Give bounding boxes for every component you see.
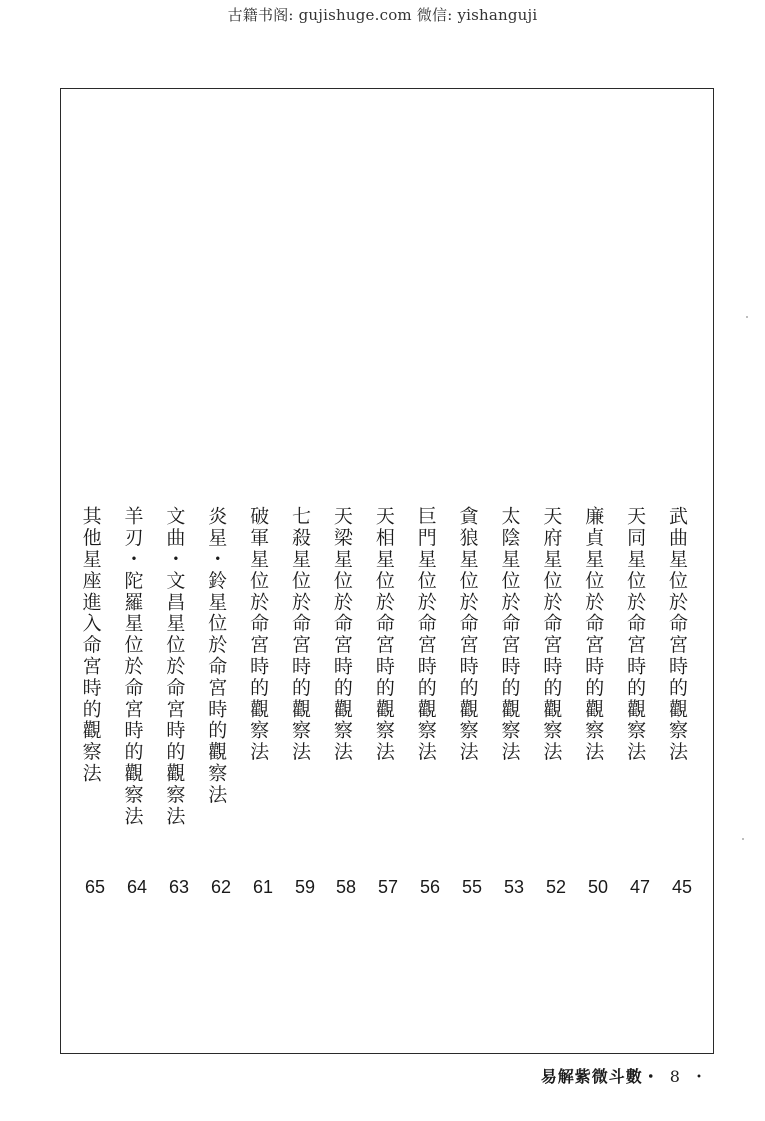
table-of-contents bbox=[70, 506, 698, 858]
toc-entry[interactable] bbox=[405, 506, 447, 858]
toc-entry[interactable] bbox=[530, 506, 572, 858]
toc-entry[interactable] bbox=[237, 506, 279, 858]
watermark-text: 古籍书阁: gujishuge.com 微信: yishanguji bbox=[227, 6, 538, 24]
toc-entry[interactable] bbox=[363, 506, 405, 858]
toc-entry-title: 文曲・文昌星位於命宮時的觀察法 bbox=[163, 506, 186, 827]
toc-entry-page: 45 bbox=[672, 877, 693, 897]
toc-entry[interactable] bbox=[279, 506, 321, 858]
toc-entry-page: 50 bbox=[588, 877, 609, 897]
toc-entry[interactable] bbox=[447, 506, 489, 858]
toc-entry-page: 61 bbox=[253, 877, 274, 897]
footer-book-title: 易解紫微斗數・ bbox=[540, 1067, 660, 1086]
toc-entry-title: 廉貞星位於命宮時的觀察法 bbox=[582, 506, 605, 763]
toc-entry[interactable] bbox=[153, 506, 195, 858]
toc-entry-page: 63 bbox=[169, 877, 190, 897]
toc-entry-title: 天府星位於命宮時的觀察法 bbox=[540, 506, 563, 763]
toc-entry-page: 53 bbox=[504, 877, 525, 897]
toc-entry-page: 56 bbox=[420, 877, 441, 897]
toc-entry-title: 天相星位於命宮時的觀察法 bbox=[372, 506, 395, 763]
toc-entry[interactable] bbox=[112, 506, 154, 858]
scan-speck bbox=[746, 316, 748, 318]
page-footer bbox=[541, 1064, 708, 1087]
footer-page-number: 8 bbox=[669, 1067, 681, 1086]
toc-entry[interactable] bbox=[70, 506, 112, 858]
toc-entry[interactable] bbox=[489, 506, 531, 858]
toc-entry-page: 59 bbox=[295, 877, 316, 897]
toc-entry-page: 55 bbox=[462, 877, 483, 897]
toc-entry-title: 武曲星位於命宮時的觀察法 bbox=[666, 506, 689, 763]
toc-entry-title: 貪狼星位於命宮時的觀察法 bbox=[456, 506, 479, 763]
toc-entry-title: 巨門星位於命宮時的觀察法 bbox=[414, 506, 437, 763]
toc-entry-title: 羊刃・陀羅星位於命宮時的觀察法 bbox=[121, 506, 144, 827]
scan-speck bbox=[742, 838, 744, 840]
toc-entry-title: 太陰星位於命宮時的觀察法 bbox=[498, 506, 521, 763]
toc-entry[interactable] bbox=[195, 506, 237, 858]
toc-entry-page: 64 bbox=[127, 877, 148, 897]
toc-entry-page: 65 bbox=[85, 877, 106, 897]
footer-trailing-dot: ・ bbox=[690, 1067, 708, 1086]
toc-entry-page: 62 bbox=[211, 877, 232, 897]
toc-entry[interactable] bbox=[656, 506, 698, 858]
toc-entry-title: 其他星座進入命宮時的觀察法 bbox=[79, 506, 102, 785]
toc-entry-title: 天梁星位於命宮時的觀察法 bbox=[330, 506, 353, 763]
toc-entry[interactable] bbox=[572, 506, 614, 858]
toc-entry-title: 破軍星位於命宮時的觀察法 bbox=[247, 506, 270, 763]
toc-entry-page: 47 bbox=[630, 877, 651, 897]
toc-entry-title: 七殺星位於命宮時的觀察法 bbox=[289, 506, 312, 763]
toc-entry[interactable] bbox=[321, 506, 363, 858]
toc-entry[interactable] bbox=[614, 506, 656, 858]
toc-entry-page: 57 bbox=[378, 877, 399, 897]
toc-entry-page: 58 bbox=[336, 877, 357, 897]
toc-entry-page: 52 bbox=[546, 877, 567, 897]
toc-entry-title: 天同星位於命宮時的觀察法 bbox=[624, 506, 647, 763]
toc-entry-title: 炎星・鈴星位於命宮時的觀察法 bbox=[205, 506, 228, 806]
